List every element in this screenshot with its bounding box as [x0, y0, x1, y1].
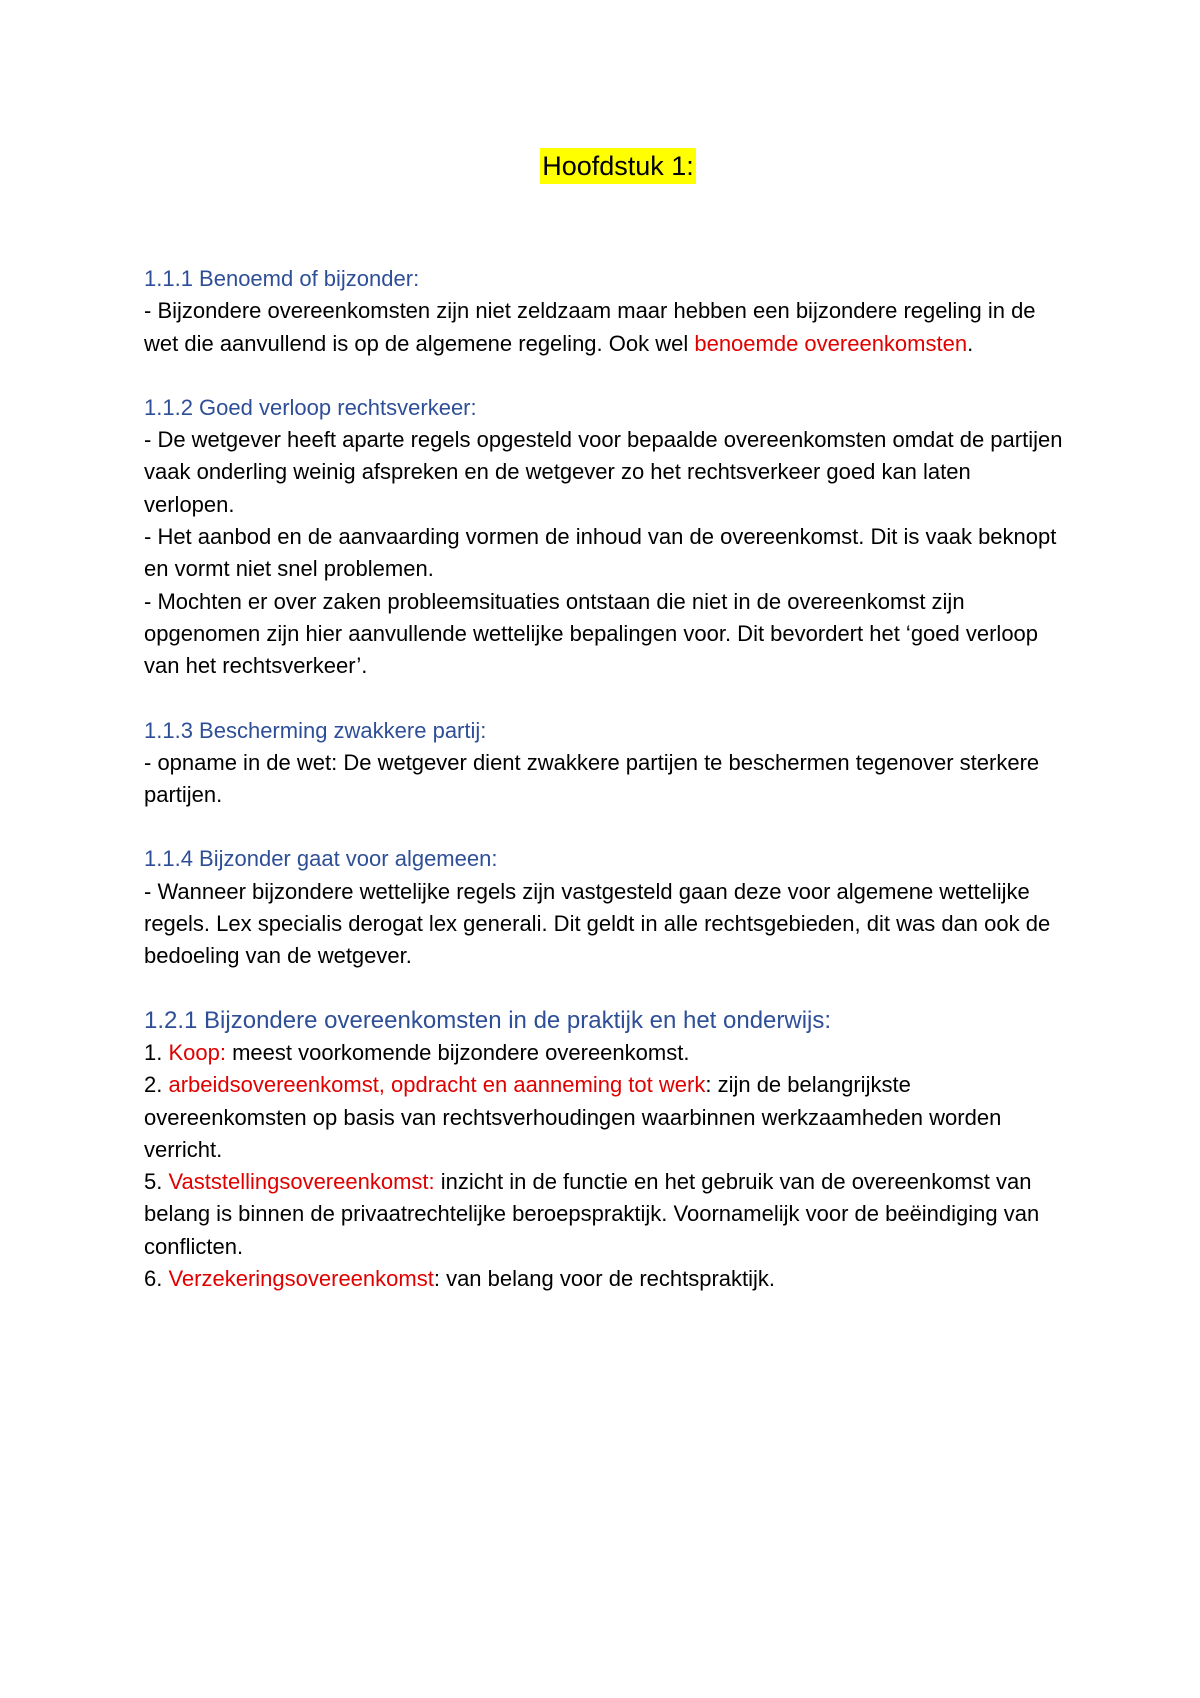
item-separator: : [433, 1266, 447, 1292]
section-paragraph: - Wanneer bijzondere wettelijke regels zijn vastgesteld gaan deze voor algemene wettelijke regels. Lex specialis derogat lex generali. Dit geldt in alle rechtsgebieden, dit was dan ook de bedoeling van de wetgever. [144, 878, 1051, 969]
section-paragraph [144, 295, 1064, 360]
list-item [144, 1263, 1064, 1295]
document-content [144, 263, 1064, 1327]
section-paragraph: - opname in de wet: De wetgever dient zwakkere partijen te beschermen tegenover sterkere partijen. [144, 749, 1040, 808]
item-term: Koop [168, 1039, 220, 1065]
item-text: zijn de belangrijkste overeenkomsten op basis van rechtsverhoudingen waarbinnen werkzaamheden worden verricht. [144, 1072, 1002, 1162]
section-1-2-1 [144, 1005, 1064, 1296]
list-item [144, 1166, 1064, 1263]
section-paragraph: - Mochten er over zaken probleemsituaties ontstaan die niet in de overeenkomst zijn opgenomen zijn hier aanvullende wettelijke bepalingen voor. Dit bevordert het ‘goed verloop van het rechtsverkeer’. [144, 588, 1039, 679]
item-text: inzicht in de functie en het gebruik van de overeenkomst van belang is binnen de privaatrechtelijke beroepspraktijk. Voornamelijk voor de beëindiging van conflicten. [144, 1169, 1040, 1259]
section-heading: 1.1.1 Benoemd of bijzonder: [144, 266, 420, 291]
item-separator: : [705, 1072, 718, 1098]
section-1-1-1 [144, 263, 1064, 360]
section-heading: 1.2.1 Bijzondere overeenkomsten in de praktijk en het onderwijs: [144, 1006, 832, 1034]
section-paragraph: - Het aanbod en de aanvaarding vormen de inhoud van de overeenkomst. Dit is vaak beknopt en vormt niet snel problemen. [144, 524, 1057, 582]
section-heading: 1.1.4 Bijzonder gaat voor algemeen: [144, 846, 498, 872]
item-number: 5. [144, 1169, 169, 1195]
chapter-title: Hoofdstuk 1: [540, 148, 696, 184]
section-paragraph: - De wetgever heeft aparte regels opgesteld voor bepaalde overeenkomsten omdat de partijen vaak onderling weinig afspreken en de wetgever zo het rechtsverkeer goed kan laten verlopen. [144, 427, 1063, 517]
section-1-1-2 [144, 392, 1064, 683]
section-1-1-3 [144, 715, 1064, 812]
list-item [144, 1069, 1064, 1166]
item-separator: : [219, 1039, 233, 1065]
item-term: Vaststellingsovereenkomst: [168, 1169, 435, 1195]
section-heading: 1.1.2 Goed verloop rechtsverkeer: [144, 394, 477, 420]
item-term: arbeidsovereenkomst, opdracht en aanneming tot werk [168, 1072, 706, 1098]
item-number: 2. [144, 1072, 169, 1098]
highlighted-term: benoemde overeenkomsten [694, 330, 968, 356]
item-text: meest voorkomende bijzondere overeenkomst. [232, 1039, 690, 1065]
item-number: 6. [144, 1266, 169, 1292]
item-term: Verzekeringsovereenkomst [168, 1266, 434, 1292]
section-heading: 1.1.3 Bescherming zwakkere partij: [144, 717, 487, 743]
section-1-1-4 [144, 843, 1064, 972]
title-wrap [0, 148, 1200, 184]
item-text: van belang voor de rechtspraktijk. [446, 1266, 776, 1292]
item-number: 1. [144, 1039, 169, 1065]
paragraph-text: . [967, 330, 974, 356]
paragraph-text: - Bijzondere overeenkomsten zijn niet zeldzaam maar hebben een bijzondere regeling in de wet die aanvullend is op de algemene regeling. Ook wel [144, 298, 1036, 356]
list-item [144, 1037, 1064, 1069]
